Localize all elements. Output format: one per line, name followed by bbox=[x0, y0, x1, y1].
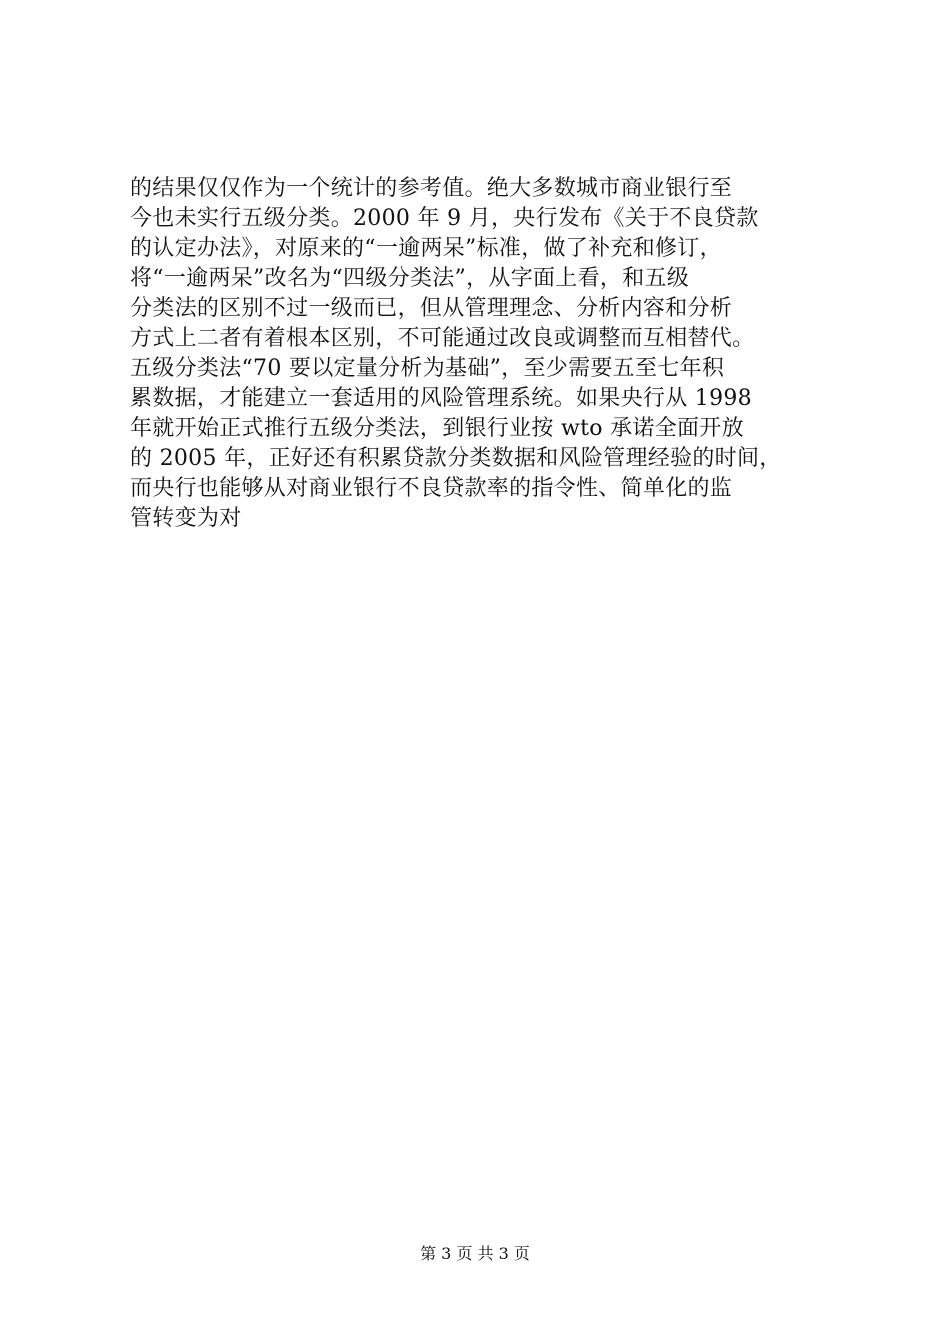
text-line-10: 的 2005 年，正好还有积累贷款分类数据和风险管理经验的时间， bbox=[130, 446, 782, 471]
text-line-8: 累数据，才能建立一套适用的风险管理系统。如果央行从 1998 bbox=[130, 386, 752, 411]
text-line-5: 分类法的区别不过一级而已，但从管理理念、分析内容和分析 bbox=[130, 296, 733, 321]
text-line-9: 年就开始正式推行五级分类法，到银行业按 wto 承诺全面开放 bbox=[130, 416, 744, 441]
text-line-2: 今也未实行五级分类。2000 年 9 月，央行发布《关于不良贷款 bbox=[130, 206, 759, 231]
text-line-3: 的认定办法》，对原来的“一逾两呆”标准，做了补充和修订， bbox=[130, 236, 722, 261]
text-line-4: 将“一逾两呆”改名为“四级分类法”，从字面上看，和五级 bbox=[130, 266, 690, 291]
text-line-11: 而央行也能够从对商业银行不良贷款率的指令性、简单化的监 bbox=[130, 476, 733, 501]
text-line-6: 方式上二者有着根本区别，不可能通过改良或调整而互相替代。 bbox=[130, 326, 755, 351]
text-line-1: 的结果仅仅作为一个统计的参考值。绝大多数城市商业银行至 bbox=[130, 176, 733, 201]
text-line-12: 管转变为对 bbox=[130, 506, 242, 531]
body-paragraph bbox=[130, 174, 830, 534]
page-number-footer: 第 3 页 共 3 页 bbox=[420, 1244, 530, 1263]
text-line-7: 五级分类法“70 要以定量分析为基础”，至少需要五至七年积 bbox=[130, 356, 725, 381]
